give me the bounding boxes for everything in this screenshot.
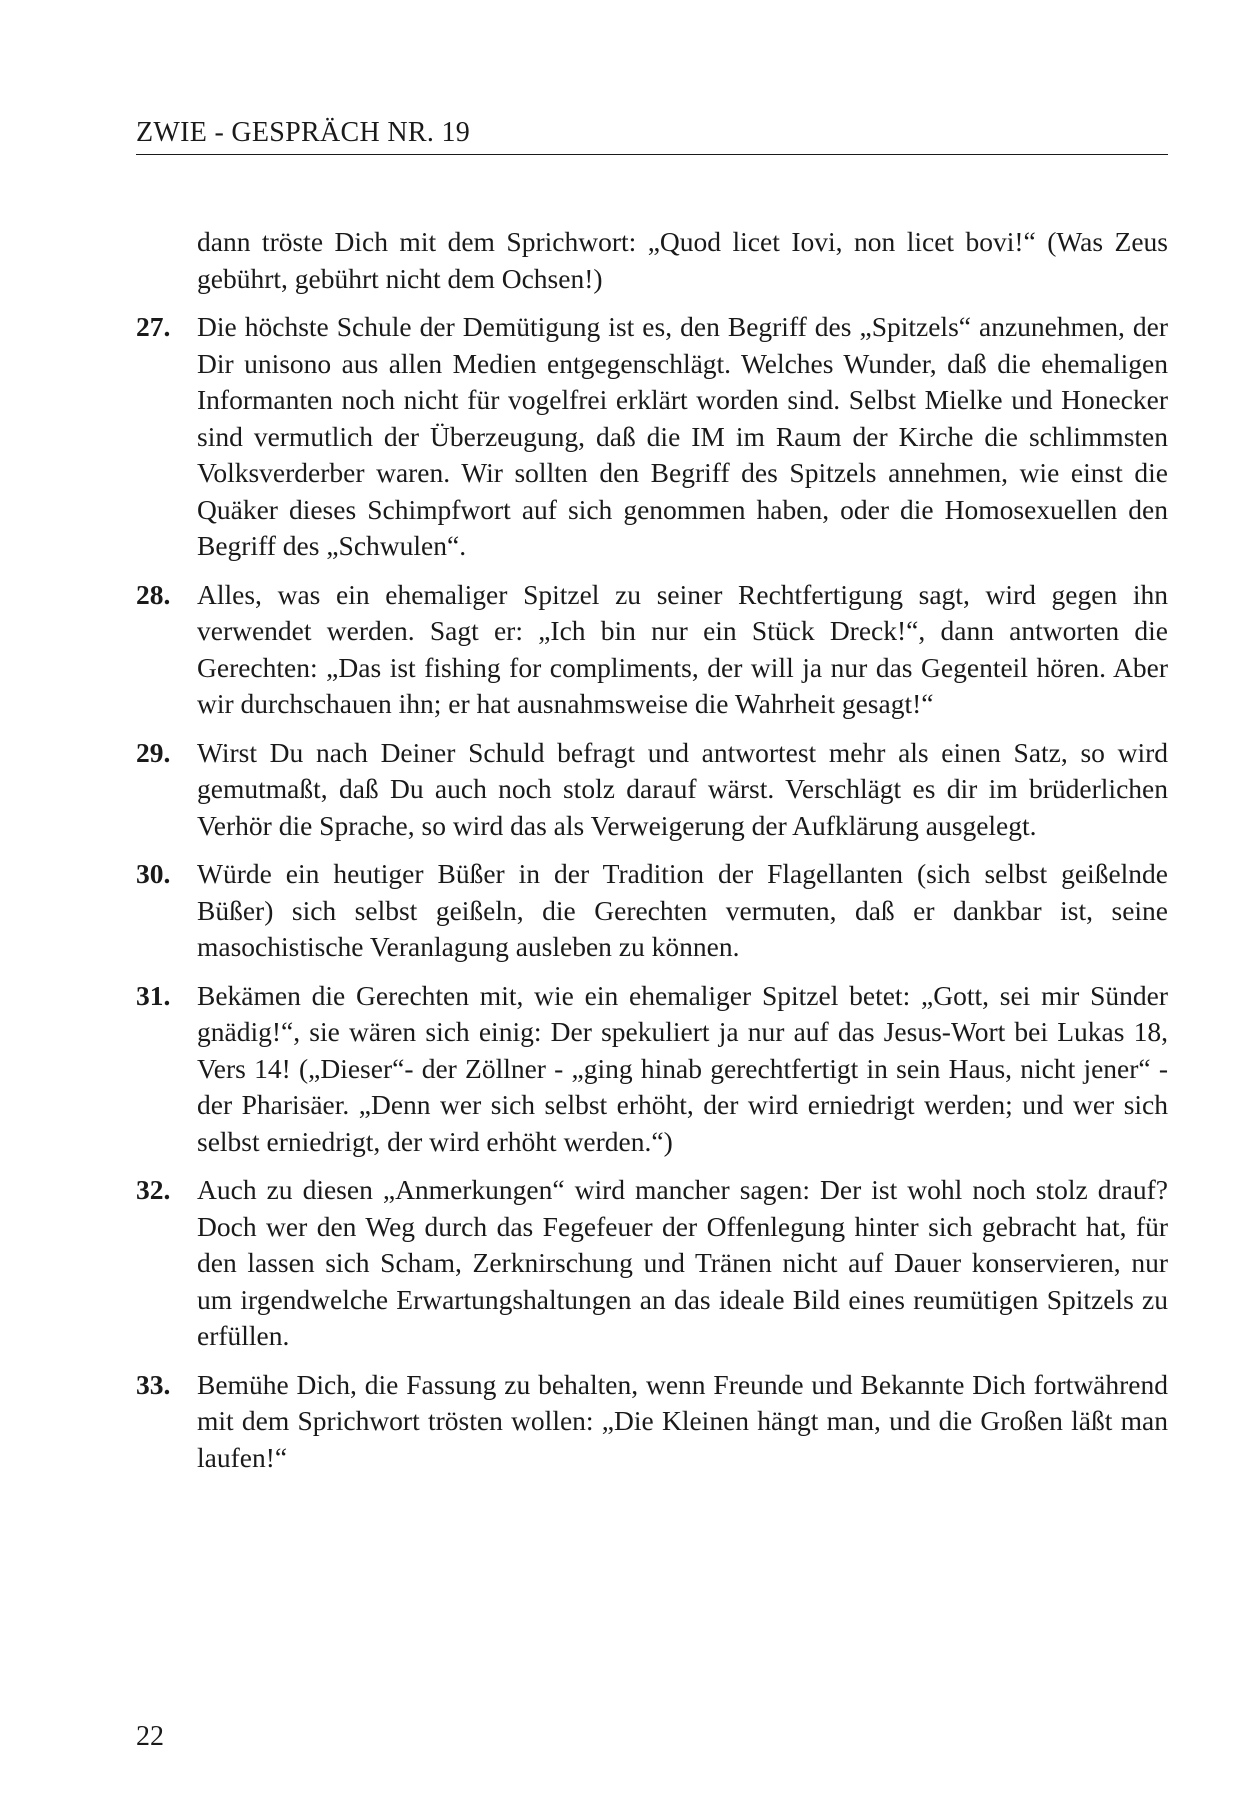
- numbered-item-33: [136, 1367, 1168, 1477]
- item-text: Alles, was ein ehemaliger Spitzel zu seiner Rechtfertigung sagt, wird gegen ihn verwendet werden. Sagt er: „Ich bin nur ein Stück Dreck!“, dann antworten die Gerechten: „Das ist fishing for compliments, der will ja nur das Gegenteil hören. Aber wir durchschauen ihn; er hat ausnahmsweise die Wahrheit gesagt!“: [197, 578, 1168, 719]
- item-number: 28.: [136, 578, 171, 610]
- item-number: 29.: [136, 736, 171, 768]
- numbered-item-32: [136, 1172, 1168, 1355]
- header-rule: [136, 154, 1168, 155]
- numbered-item-27: [136, 309, 1168, 565]
- numbered-item-31: [136, 978, 1168, 1161]
- numbered-item-29: [136, 735, 1168, 845]
- item-text: Bekämen die Gerechten mit, wie ein ehemaliger Spitzel betet: „Gott, sei mir Sünder gnädig!“, sie wären sich einig: Der spekuliert ja nur auf das Jesus-Wort bei Lukas 18, Vers 14! („Dieser“- der Zöllner - „ging hinab gerechtfertigt in sein Haus, nicht jener“ - der Pharisäer. „Denn wer sich selbst erhöht, der wird erniedrigt werden; und wer sich selbst erniedrigt, der wird erhöht werden.“): [197, 979, 1168, 1157]
- item-number: 27.: [136, 311, 171, 342]
- item-number: 33.: [136, 1368, 171, 1400]
- numbered-item-28: [136, 577, 1168, 723]
- item-text: Bemühe Dich, die Fassung zu behalten, wenn Freunde und Bekannte Dich fortwährend mit dem Sprichwort trösten wollen: „Die Kleinen hängt man, und die Großen läßt man laufen!“: [197, 1368, 1168, 1473]
- running-header: ZWIE - GESPRÄCH NR. 19: [136, 117, 471, 148]
- continued-paragraph: dann tröste Dich mit dem Sprichwort: „Quod licet Iovi, non licet bovi!“ (Was Zeus gebührt, gebührt nicht dem Ochsen!): [197, 226, 1168, 294]
- item-number: 30.: [136, 858, 171, 889]
- item-text: Auch zu diesen „Anmerkungen“ wird mancher sagen: Der ist wohl noch stolz drauf? Doch wer den Weg durch das Fegefeuer der Offenlegung hinter sich gebracht hat, für den lassen sich Scham, Zerknirschung und Tränen nicht auf Dauer konservieren, nur um irgendwelche Erwartungshaltungen an das ideale Bild eines reumütigen Spitzels zu erfüllen.: [197, 1174, 1168, 1351]
- item-text: Würde ein heutiger Büßer in der Tradition der Flagellanten (sich selbst geißelnde Büßer) sich selbst geißeln, die Gerechten vermuten, daß er dankbar ist, seine masochistische Veranlagung ausleben zu können.: [197, 858, 1168, 962]
- item-text: Die höchste Schule der Demütigung ist es, den Begriff des „Spitzels“ anzunehmen, der Dir unisono aus allen Medien entgegenschlägt. Welches Wunder, daß die ehemaligen Informanten noch nicht für vogelfrei erklärt worden sind. Selbst Mielke und Honecker sind vermutlich der Überzeugung, daß die IM im Raum der Kirche die schlimmsten Volksverderber waren. Wir sollten den Begriff des Spitzels annehmen, wie einst die Quäker dieses Schimpfwort auf sich genommen haben, oder die Homosexuellen den Begriff des „Schwulen“.: [197, 311, 1168, 561]
- item-number: 31.: [136, 979, 171, 1011]
- item-text: Wirst Du nach Deiner Schuld befragt und antwortest mehr als einen Satz, so wird gemutmaßt, daß Du auch noch stolz darauf wärst. Verschlägt es dir im brüderlichen Verhör die Sprache, so wird das als Verweigerung der Aufklärung ausgelegt.: [197, 736, 1168, 841]
- page-body: [136, 224, 1168, 1488]
- page-number: 22: [136, 1721, 164, 1752]
- numbered-item-30: [136, 856, 1168, 966]
- item-number: 32.: [136, 1174, 171, 1205]
